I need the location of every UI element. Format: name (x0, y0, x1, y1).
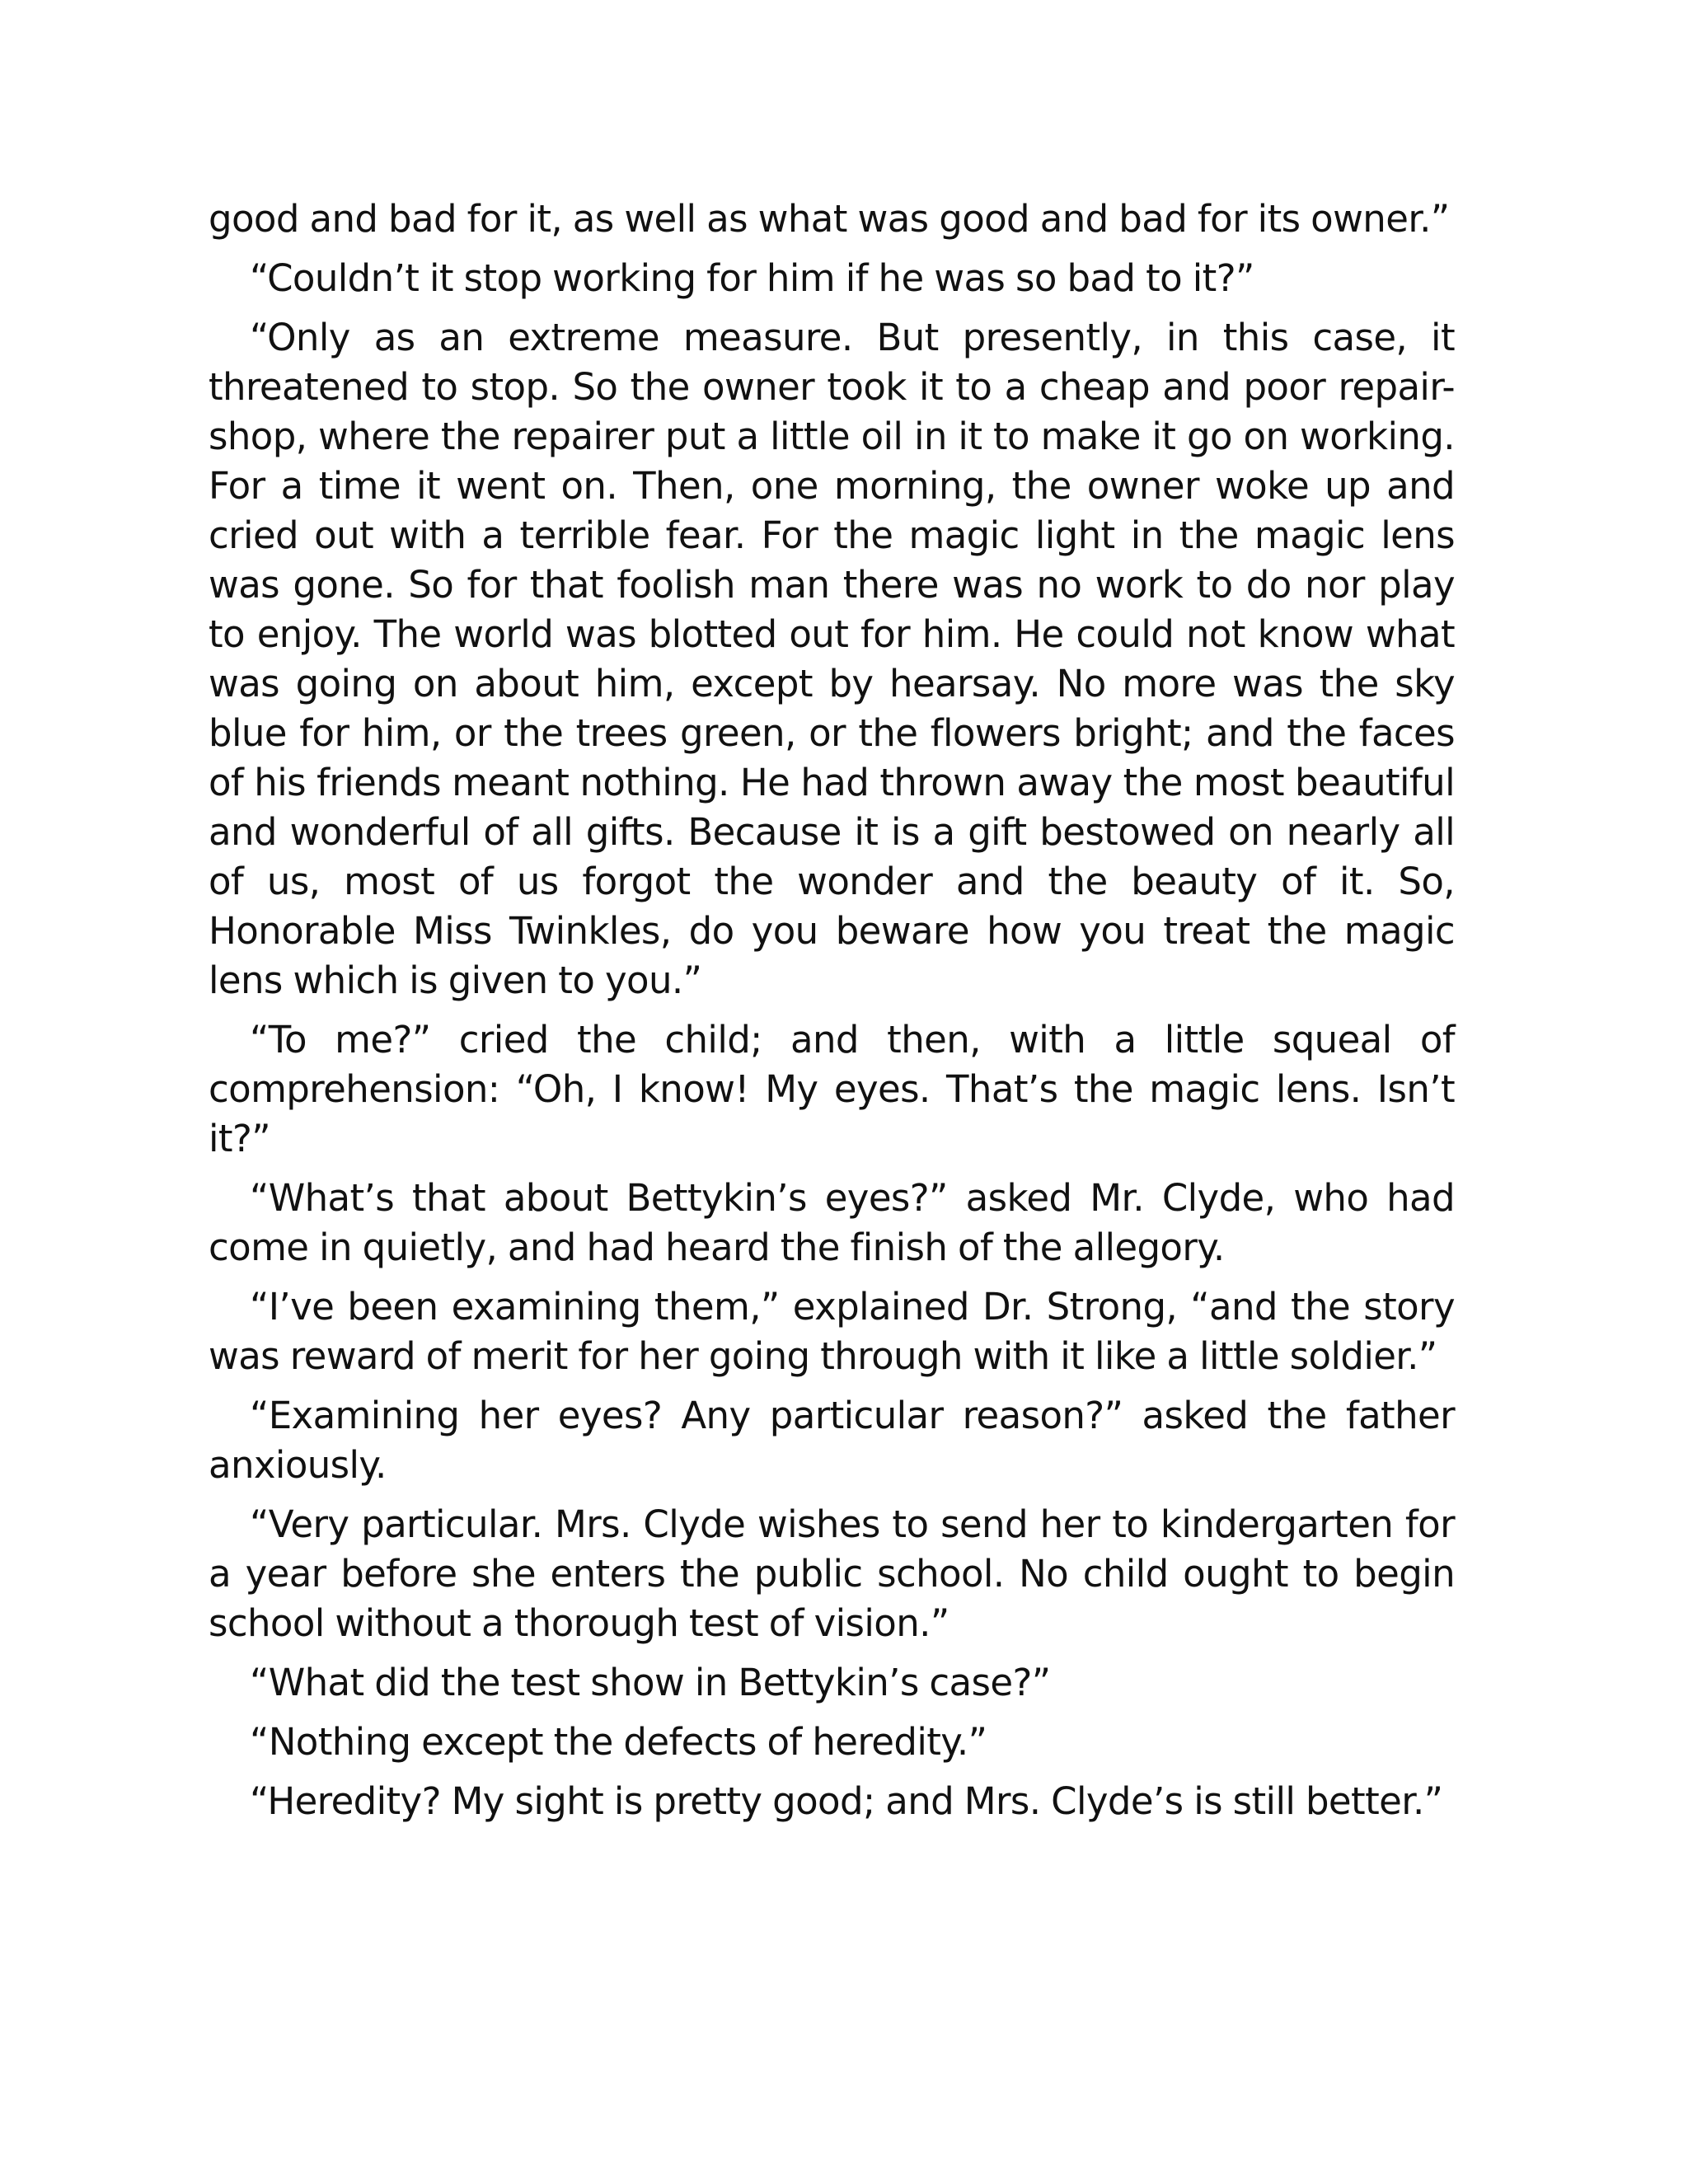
paragraph: “Heredity? My sight is pretty good; and Mrs. Clyde’s is still better.” (250, 1779, 1443, 1823)
paragraph: “Only as an extreme measure. But presently, in this case, it threatened to stop. So the owner took it to a cheap and poor repair-shop, where the repairer put a little oil in it to make it go on working. For a time it went on. Then, one morning, the owner woke up and cried out with a terrible fear. For the magic light in the magic lens was gone. So for that foolish man there was no work to do nor play to enjoy. The world was blotted out for him. He could not know what was going on about him, except by hearsay. No more was the sky blue for him, or the trees green, or the flowers bright; and the faces of his friends meant nothing. He had thrown away the most beautiful and wonderful of all gifts. Because it is a gift bestowed on nearly all of us, most of us forgot the wonder and the beauty of it. So, Honorable Miss Twinkles, do you beware how you treat the magic lens which is given to you.” (209, 316, 1455, 1002)
paragraph: “Nothing except the defects of heredity.” (250, 1720, 987, 1764)
paragraph: “What did the test show in Bettykin’s case?” (250, 1661, 1051, 1704)
paragraph: “What’s that about Bettykin’s eyes?” asked Mr. Clyde, who had come in quietly, and had heard the finish of the allegory. (209, 1176, 1455, 1269)
paragraph: “To me?” cried the child; and then, with a little squeal of comprehension: “Oh, I know! My eyes. That’s the magic lens. Isn’t it?” (209, 1018, 1455, 1160)
book-page (209, 194, 1455, 1836)
paragraph: “I’ve been examining them,” explained Dr. Strong, “and the story was reward of merit for her going through with it like a little soldier.” (209, 1285, 1455, 1378)
paragraph: “Examining her eyes? Any particular reason?” asked the father anxiously. (209, 1394, 1455, 1487)
paragraph: good and bad for it, as well as what was good and bad for its owner.” (209, 197, 1450, 241)
paragraph: “Very particular. Mrs. Clyde wishes to send her to kindergarten for a year before she enters the public school. No child ought to begin school without a thorough test of vision.” (209, 1502, 1455, 1645)
paragraph: “Couldn’t it stop working for him if he was so bad to it?” (250, 256, 1254, 300)
